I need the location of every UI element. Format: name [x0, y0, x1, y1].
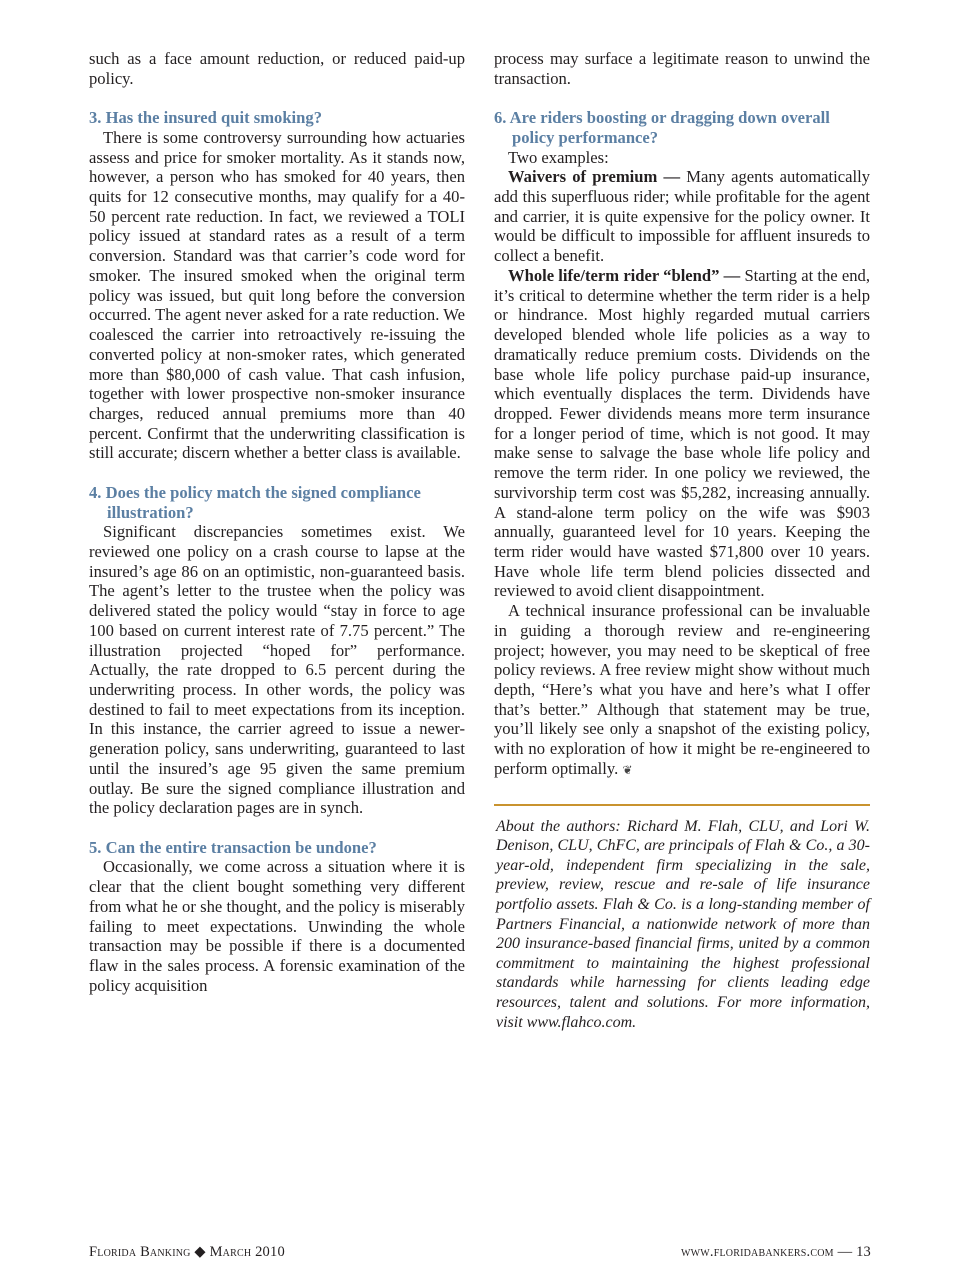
intro-continuation: such as a face amount reduction, or reduced paid-up policy. — [89, 49, 465, 88]
example-waivers-label: Waivers of premium — — [508, 167, 681, 187]
section-5-body: Occasionally, we come across a situation where it is clear that the client bought something very different from what he or she thought, and the policy is miserably failing to meet expectations. Unwinding the whole transaction may be possible if there is a documented flaw in the sales process. A forensic examination of the policy acquisition — [89, 857, 465, 995]
footer-page-info — [681, 1244, 871, 1261]
example-blend-label: Whole life/term rider “blend” — — [508, 265, 741, 285]
example-blend-text: Starting at the end, it’s critical to determine whether the term rider is a help or hindrance. Most highly regarded mutual carriers developed blended whole life policies as a way to dramatically reduce premium costs. Dividends on the base whole life policy purchase paid-up insurance, which eventually displaces the term. Dividends have dropped. Fewer dividends means more term insurance for a longer period of time, which is not good. It may make sense to salvage the base whole life policy and remove the term rider. In one policy we reviewed, the survivorship term cost was $5,282, increasing annually. A stand-alone term policy on the wife was $903 annually, guaranteed level for 10 years. Keeping the term rider would have wasted $71,800 over 10 years. Have whole life term blend policies dissected and reviewed to avoid client disappointment. — [494, 265, 870, 601]
end-mark-icon: ❦ — [622, 762, 633, 777]
diamond-separator-icon: ◆ — [194, 1244, 206, 1260]
closing-paragraph — [494, 601, 870, 780]
section-4-heading: 4. Does the policy match the signed compliance illustration? — [89, 482, 421, 522]
example-blend — [494, 266, 870, 601]
right-column — [494, 49, 870, 1032]
divider-rule — [494, 804, 870, 806]
section-3-heading: 3. Has the insured quit smoking? — [89, 108, 322, 128]
section-6-heading: 6. Are riders boosting or dragging down overall policy performance? — [494, 108, 830, 147]
page-number: 13 — [856, 1244, 871, 1260]
footer-dash: — — [837, 1244, 853, 1260]
publication-name: Florida Banking — [89, 1244, 191, 1260]
about-authors: About the authors: Richard M. Flah, CLU, and Lori W. Denison, CLU, ChFC, are principals of Flah & Co., a 30-year-old, independent firm specializing in the sale, preview, review, rescue and re-sale of life insurance portfolio assets. Flah & Co. is a long-standing member of Partners Financial, a nationwide network of more than 200 insurance-based financial firms, united by a common commitment to maintaining the highest professional standards while harnessing for clients leading edge resources, talent and solutions. For more information, visit www.flahco.com. — [496, 817, 870, 1031]
example-waivers — [494, 167, 870, 266]
section-6-lead: Two examples: — [508, 147, 609, 167]
section-5-heading: 5. Can the entire transaction be undone? — [89, 837, 377, 857]
left-column — [89, 49, 465, 996]
example-waivers-text: Many agents automatically add this superfluous rider; while profitable for the agent and carrier, it is quite expensive for the policy owner. It would be difficult to impossible for affluent insureds to collect a benefit. — [494, 167, 870, 266]
website-link[interactable]: www.floridabankers.com — [680, 1244, 834, 1260]
right-continuation: process may surface a legitimate reason to unwind the transaction. — [494, 49, 870, 88]
footer-publication — [89, 1244, 285, 1261]
issue-date: March 2010 — [209, 1244, 285, 1260]
closing-text: A technical insurance professional can be invaluable in guiding a thorough review and re-engineering project; however, you may need to be skeptical of free policy reviews. A free review might show without much depth, “Here’s what you have and here’s what I offer that’s better.” Although that statement may be true, you’ll likely see only a snapshot of the existing policy, with no exploration of how it might be re-engineered to perform optimally. — [494, 601, 870, 778]
section-3-body: There is some controversy surrounding how actuaries assess and price for smoker mortality. As it stands now, however, a person who has smoked for 40 years, then quits for 12 consecutive months, may qualify for a 40-50 percent rate reduction. In fact, we reviewed a TOLI policy issued at standard rates as a result of a term conversion. Standard was that carrier’s code word for smoker. The insured smoked when the original term policy was issued, but quit long before the conversion occurred. The agent never asked for a rate reduction. We coalesced the carrier into retroactively re-issuing the converted policy at non-smoker rates, which generated more than $80,000 of cash value. That cash infusion, together with lower prospective non-smoker insurance charges, reduced annual premiums more than 40 percent. Confirmt that the underwriting classification is still accurate; discern whether a better class is available. — [89, 127, 465, 463]
section-4-body: Significant discrepancies sometimes exist. We reviewed one policy on a crash course to lapse at the insured’s age 86 on an optimistic, non-guaranteed basis. The agent’s letter to the trustee when the policy was delivered stated the policy would “stay in force to age 100 based on current interest rate of 7.75 percent.” The illustration projected “hoped for” performance. Actually, the rate dropped to 6.5 percent during the underwriting process. In other words, the policy was destined to fail to meet expectations from its inception. In this instance, the carrier agreed to issue a newer-generation policy, sans underwriting, guaranteed to last until the insured’s age 95 given the same premium outlay. Be sure the signed compliance illustration and the policy declaration pages are in synch. — [89, 522, 465, 818]
